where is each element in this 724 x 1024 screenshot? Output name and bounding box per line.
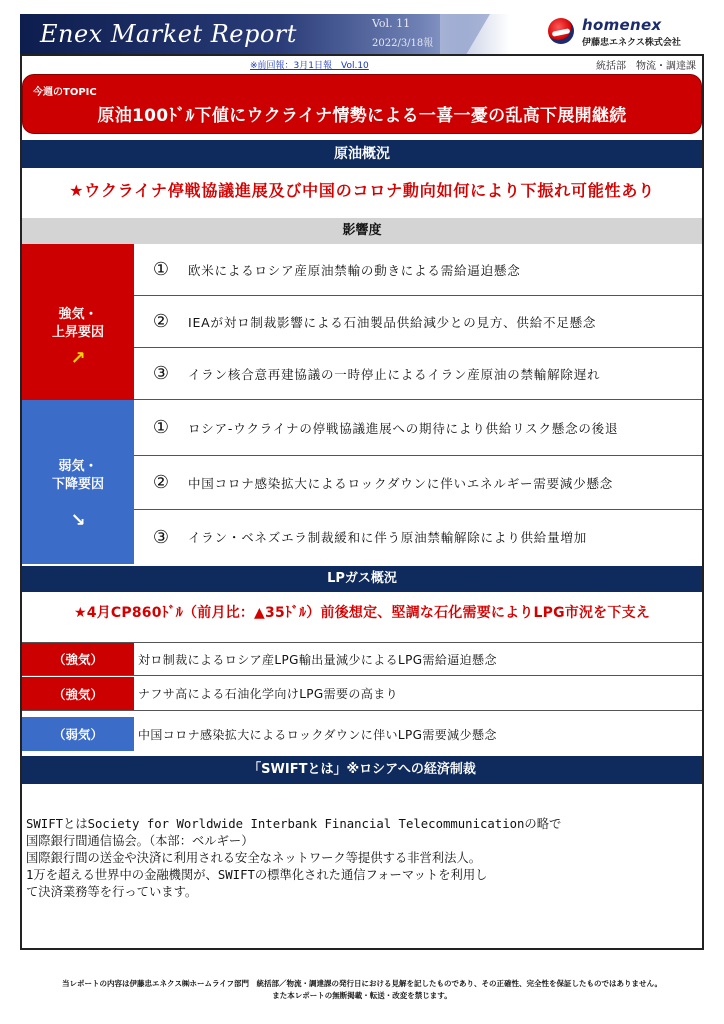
logo-brand: homenex: [582, 16, 662, 34]
factor-number: ①: [152, 259, 170, 280]
disclaimer-footer: [20, 978, 704, 1002]
logo-mark-icon: [548, 18, 574, 44]
lpg-summary: ★4月CP860ﾄﾞﾙ（前月比：▲35ﾄﾞﾙ）前後想定、堅調な石化需要によりLPG市況を下支え: [74, 605, 650, 621]
report-date: 2022/3/18報: [372, 38, 434, 49]
lpg-factor-label: （弱気）: [22, 717, 134, 751]
factor-text: IEAが対ロ制裁影響による石油製品供給減少との見方、供給不足懸念: [188, 314, 597, 330]
bearish-factor-row: [134, 400, 702, 456]
previous-report-link[interactable]: ※前回報：3月1日報 Vol.10: [250, 61, 369, 71]
lpg-factor-text: 対ロ制裁によるロシア産LPG輸出量減少によるLPG需給逼迫懸念: [138, 652, 497, 667]
lpg-factor-row: [22, 677, 702, 711]
topic-headline: 原油100ﾄﾞﾙ下値にウクライナ情勢による一喜一憂の乱高下展開継続: [97, 106, 627, 126]
bearish-factors-label: [22, 400, 134, 564]
bearish-label-line1: 弱気・: [58, 459, 98, 474]
lpg-factor-text: ナフサ高による石油化学向けLPG需要の高まり: [138, 687, 399, 701]
impact-title: 影響度: [22, 218, 702, 244]
sub-header: [20, 56, 704, 72]
factor-number: ③: [152, 363, 170, 384]
bearish-factor-row: [134, 456, 702, 510]
factor-text: 欧米によるロシア産原油禁輸の動きによる需給逼迫懸念: [188, 262, 521, 278]
swift-line: 国際銀行間通信協会。（本部：ベルギー）: [26, 834, 254, 848]
lpg-factor-text: 中国コロナ感染拡大によるロックダウンに伴いLPG需要減少懸念: [138, 727, 497, 742]
topic-tag: 今週のTOPIC: [33, 87, 97, 98]
swift-line: て決済業務等を行っています。: [26, 885, 198, 899]
bullish-factor-row: [134, 348, 702, 400]
factor-number: ②: [152, 311, 170, 332]
lpg-factor-row: [22, 642, 702, 676]
volume-number: Vol. 11: [372, 17, 411, 30]
factor-text: イラン・ベネズエラ制裁緩和に伴う原油禁輸解除により供給量増加: [188, 530, 588, 545]
factor-text: 中国コロナ感染拡大によるロックダウンに伴いエネルギー需要減少懸念: [188, 475, 614, 491]
bullish-label-line2: 上昇要因: [51, 325, 104, 340]
factor-text: イラン核合意再建協議の一時停止によるイラン産原油の禁輸解除遅れ: [188, 366, 601, 382]
factor-number: ②: [152, 472, 170, 493]
lpg-factor-label: （強気）: [22, 643, 134, 675]
up-arrow-icon: ↗: [70, 348, 86, 369]
swift-line: 国際銀行間の送金や決済に利用される安全なネットワーク等提供する非営利法人。: [26, 851, 481, 865]
company-name: 伊藤忠エネクス株式会社: [582, 38, 681, 48]
bearish-factor-row: [134, 510, 702, 564]
bullish-factor-row: [134, 244, 702, 296]
company-logo: [548, 16, 698, 52]
swift-description: [26, 816, 698, 901]
factor-number: ①: [152, 417, 170, 438]
topic-box: [22, 74, 702, 134]
crude-summary: ★ウクライナ停戦協議進展及び中国のコロナ動向如何により下振れ可能性あり: [69, 181, 655, 200]
disclaimer-line: 当レポートの内容は伊藤忠エネクス㈱ホームライフ部門 統括部／物流・調達課の発行日における見解を記したものであり、その正確性、完全性を保証したものではありません。: [62, 979, 662, 988]
bullish-factors-label: [22, 244, 134, 400]
factor-number: ③: [152, 526, 170, 548]
down-arrow-icon: ↘: [70, 510, 86, 531]
swift-line: SWIFTとはSociety for Worldwide Interbank Financial Telecommunicationの略で: [26, 817, 562, 831]
factor-text: ロシア-ウクライナの停戦協議進展への期待により供給リスク懸念の後退: [188, 420, 619, 436]
swift-line: 1万を超える世界中の金融機関が、SWIFTの標準化された通信フォーマットを利用し: [26, 868, 488, 882]
bearish-label-line2: 下降要因: [51, 477, 104, 492]
department-label: 統括部 物流・調達課: [596, 61, 696, 72]
report-title: Enex Market Report: [40, 20, 297, 48]
crude-section-title: 原油概況: [22, 140, 702, 168]
bullish-factor-row: [134, 296, 702, 348]
bullish-label-line1: 強気・: [58, 307, 98, 322]
lpg-factor-label: （強気）: [22, 677, 134, 710]
lpg-section-title: LPガス概況: [22, 566, 702, 592]
swift-section-title: 「SWIFTとは」※ロシアへの経済制裁: [22, 756, 702, 784]
lpg-factor-row: [22, 717, 702, 751]
disclaimer-line: また本レポートの無断掲載・転送・改変を禁じます。: [272, 991, 452, 1000]
